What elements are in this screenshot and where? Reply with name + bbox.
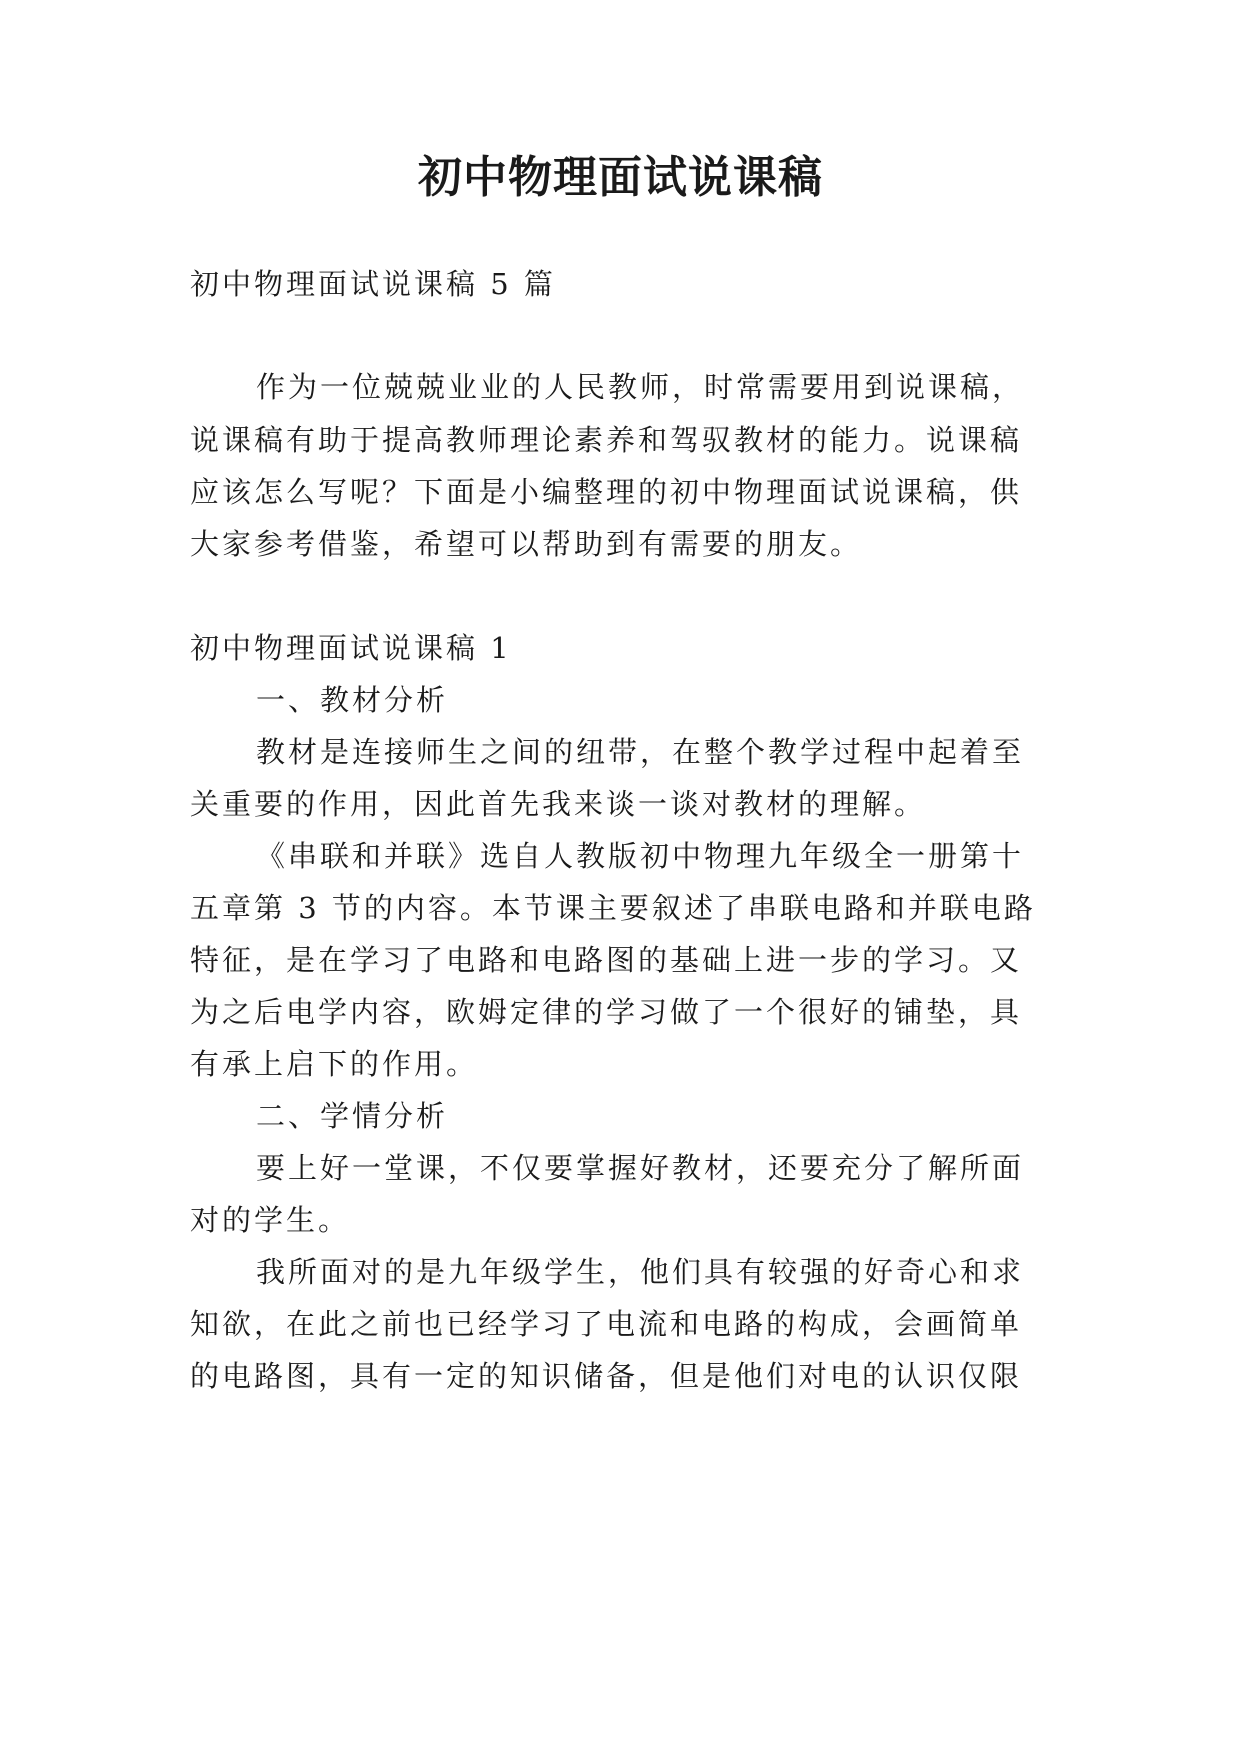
paragraph-line: 要上好一堂课，不仅要掌握好教材，还要充分了解所面	[256, 1151, 1025, 1185]
paragraph-line: 知欲，在此之前也已经学习了电流和电路的构成，会画简单	[190, 1307, 1023, 1341]
page-title: 初中物理面试说课稿	[418, 152, 823, 203]
intro-line: 应该怎么写呢？下面是小编整理的初中物理面试说课稿，供	[190, 475, 1023, 509]
paragraph-line: 教材是连接师生之间的纽带，在整个教学过程中起着至	[256, 735, 1025, 769]
paragraph-line: 关重要的作用，因此首先我来谈一谈对教材的理解。	[190, 787, 927, 821]
paragraph-line: 的电路图，具有一定的知识储备，但是他们对电的认识仅限	[190, 1359, 1023, 1393]
paragraph-line: 有承上启下的作用。	[190, 1047, 479, 1081]
subsection-heading: 一、教材分析	[256, 683, 449, 717]
subsection-heading: 二、学情分析	[256, 1099, 449, 1133]
paragraph-line: 《串联和并联》选自人教版初中物理九年级全一册第十	[256, 839, 1025, 873]
paragraph-line: 特征，是在学习了电路和电路图的基础上进一步的学习。又	[190, 943, 1023, 977]
paragraph-line: 我所面对的是九年级学生，他们具有较强的好奇心和求	[256, 1255, 1025, 1289]
intro-line: 大家参考借鉴，希望可以帮助到有需要的朋友。	[190, 527, 863, 561]
paragraph-line: 对的学生。	[190, 1203, 351, 1237]
paragraph-line: 为之后电学内容，欧姆定律的学习做了一个很好的铺垫，具	[190, 995, 1023, 1029]
paragraph-line: 五章第 3 节的内容。本节课主要叙述了串联电路和并联电路	[190, 891, 1036, 925]
document-subtitle: 初中物理面试说课稿 5 篇	[190, 267, 556, 301]
section-heading: 初中物理面试说课稿 1	[190, 631, 512, 665]
intro-line: 作为一位兢兢业业的人民教师，时常需要用到说课稿，	[256, 370, 1025, 404]
intro-line: 说课稿有助于提高教师理论素养和驾驭教材的能力。说课稿	[190, 423, 1023, 457]
